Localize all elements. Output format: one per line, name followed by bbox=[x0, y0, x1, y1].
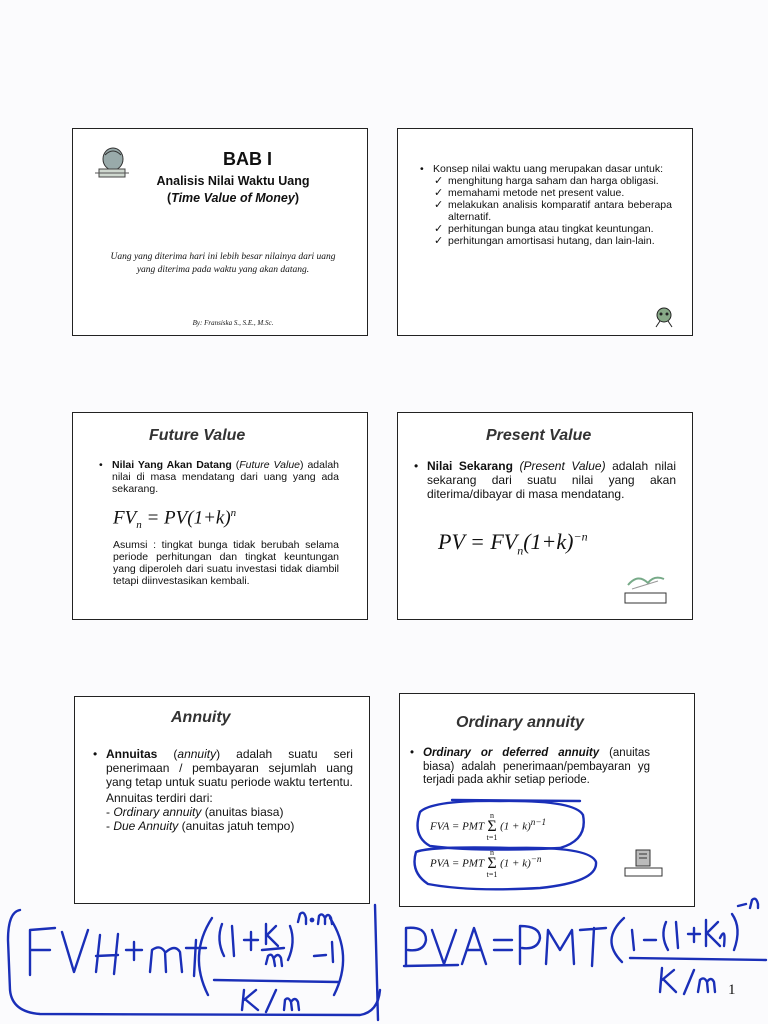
present-value-title: Present Value bbox=[486, 427, 592, 444]
slide-subtitle-english: (Time Value of Money) bbox=[167, 191, 299, 205]
future-value-assumption: Asumsi : tingkat bunga tidak berubah selama periode perhitungan dan tingkat keuntungan yang diperoleh dari suatu investasi tidak diambil tetapi diinvestasikan kembali. bbox=[113, 539, 339, 587]
author-credit: By: Fransiska S., S.E., M.Sc. bbox=[192, 319, 274, 327]
page-number: 1 bbox=[728, 982, 736, 998]
concept-item: ✓ perhitungan bunga atau tingkat keuntungan. bbox=[434, 223, 672, 235]
annuity-content: • Annuitas (annuity) adalah suatu seri penerimaan / pembayaran sejumlah uang yang tetap untuk suatu periode waktu tertentu. Annuitas terdiri dari: - Ordinary annuity (anuitas biasa) - Due Annuity (anuitas jatuh tempo) bbox=[93, 747, 353, 833]
future-value-definition: • Nilai Yang Akan Datang (Future Value) adalah nilai di masa mendatang dari uang yang ada sekarang. bbox=[99, 459, 339, 495]
annuity-title: Annuity bbox=[171, 709, 231, 726]
concept-item: ✓ perhitungan amortisasi hutang, dan lain-lain. bbox=[434, 235, 672, 247]
concept-item: ✓ melakukan analisis komparatif antara beberapa alternatif. bbox=[434, 199, 672, 223]
pva-formula: PVA = PMT n Σ t=1 $(1 + k)^{-n}$ bbox=[430, 848, 542, 879]
concept-item: ✓ memahami metode net present value. bbox=[434, 187, 672, 199]
present-value-definition: • Nilai Sekarang (Present Value) adalah nilai sekarang dari suatu nilai yang akan diterima/dibayar di masa mendatang. bbox=[414, 459, 676, 501]
ordinary-annuity-title: Ordinary annuity bbox=[456, 714, 585, 731]
future-value-formula: $FV_n = PV(1+k)^n$ bbox=[113, 507, 237, 532]
future-value-title: Future Value bbox=[149, 427, 246, 444]
concept-item: ✓ menghitung harga saham dan harga obligasi. bbox=[434, 175, 672, 187]
quote: Uang yang diterima hari ini lebih besar nilainya dari uang yang diterima pada waktu yang akan datang. bbox=[110, 252, 336, 275]
slide-title-heading: BAB I bbox=[223, 149, 272, 169]
present-value-formula: PV = $FV_n(1+k)^{-n}$ bbox=[438, 529, 588, 558]
slide-subtitle: Analisis Nilai Waktu Uang bbox=[156, 174, 310, 188]
ordinary-annuity-definition: • Ordinary or deferred annuity (anuitas biasa) adalah penerimaan/pembayaran yg terjadi pada akhir setiap periode. bbox=[410, 747, 650, 788]
concept-intro: • Konsep nilai waktu uang merupakan dasar untuk: bbox=[420, 163, 672, 175]
fva-formula: FVA = PMT n Σ t=1 $(1 + k)^{n-1}$ bbox=[430, 811, 547, 842]
